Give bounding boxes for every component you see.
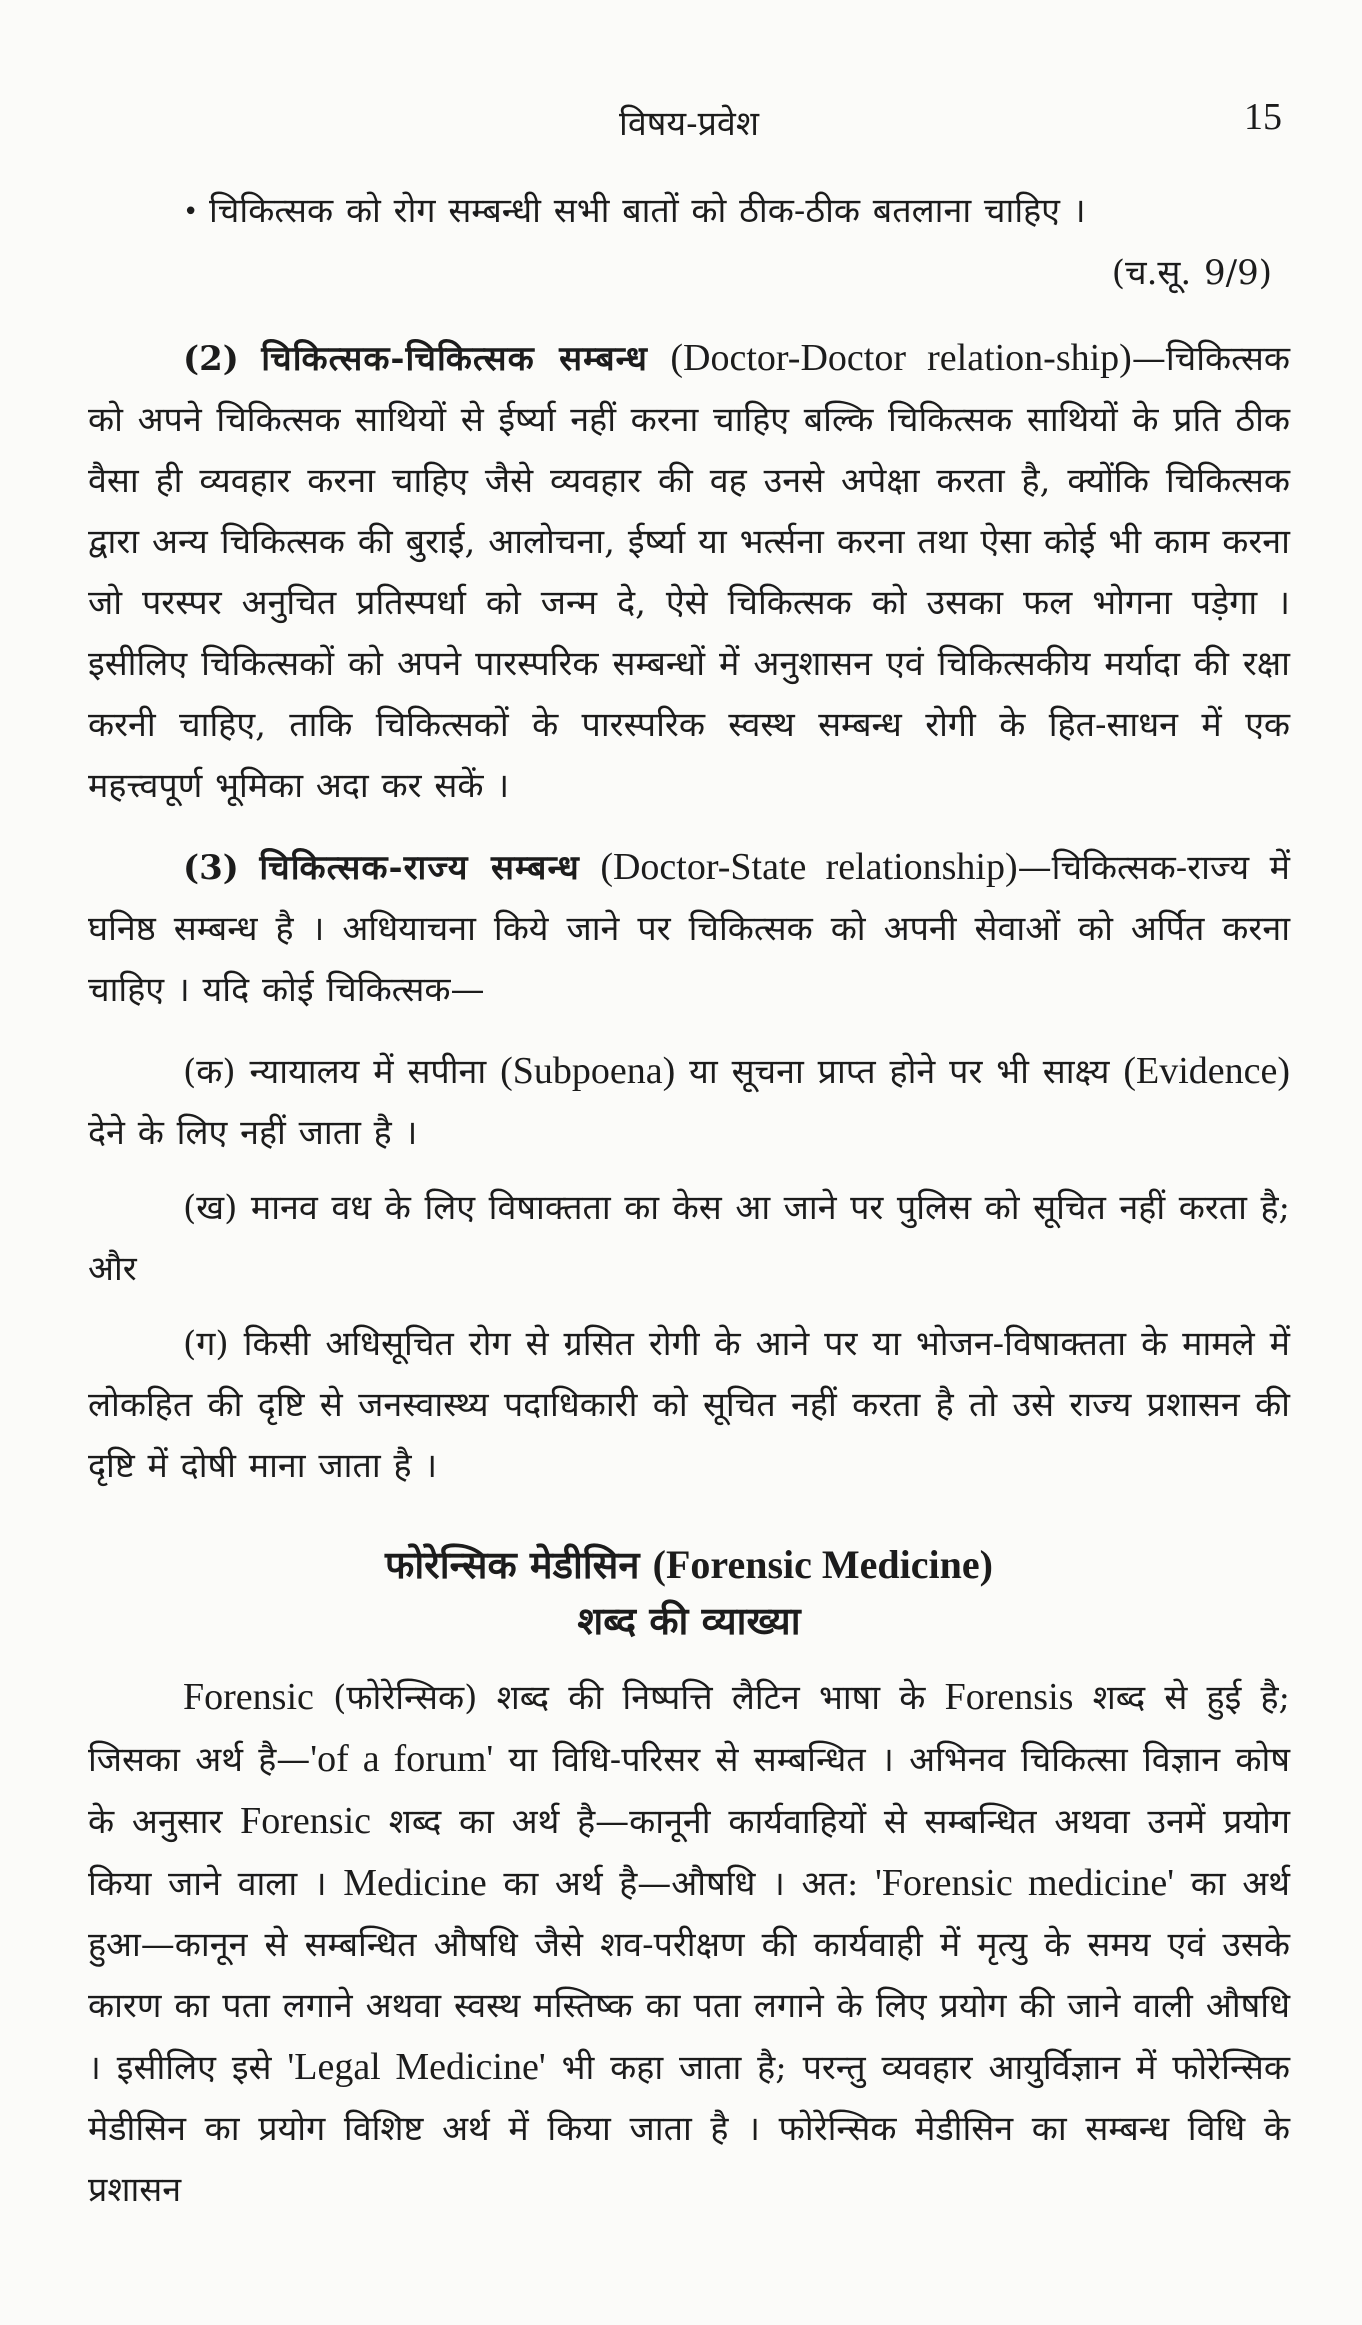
english-term: 'Legal Medicine' bbox=[287, 2046, 546, 2088]
section-number: (2) bbox=[183, 339, 239, 379]
section-number: (3) bbox=[183, 848, 239, 888]
section-title-hindi: फोरेन्सिक मेडीसिन bbox=[385, 1542, 640, 1587]
page-number: 15 bbox=[1244, 96, 1282, 138]
section-title bbox=[88, 1537, 1290, 1593]
list-label: (ग) bbox=[183, 1324, 229, 1364]
bullet-text: चिकित्सक को रोग सम्बन्धी सभी बातों को ठीक-ठीक बतलाना चाहिए । bbox=[209, 191, 1086, 231]
paragraph-text: या विधि-परिसर से सम्बन्धित । अभिनव चिकित्सा विज्ञान कोष के अनुसार bbox=[88, 1740, 1290, 1842]
english-term: Forensic bbox=[240, 1800, 372, 1842]
forensic-paragraph bbox=[88, 1667, 1290, 2221]
bullet-icon: • bbox=[183, 197, 199, 227]
english-term: (Subpoena) bbox=[500, 1050, 676, 1092]
english-term: Forensis bbox=[944, 1676, 1074, 1718]
running-title: विषय-प्रवेश bbox=[619, 104, 759, 144]
list-label: (क) bbox=[183, 1052, 236, 1092]
english-term: 'of a forum' bbox=[310, 1738, 494, 1780]
section-doctor-state bbox=[88, 837, 1290, 1021]
english-term: Medicine bbox=[343, 1862, 487, 1904]
paragraph-text: का अर्थ हुआ—कानून से सम्बन्धित औषधि जैसे शव-परीक्षण की कार्यवाही में मृत्यु के समय एवं उसके कारण का पता लगाने अथवा स्वस्थ मस्तिष्क का पता लगाने के लिए प्रयोग की जाने वाली औषधि । इसीलिए इसे bbox=[88, 1864, 1290, 2088]
section-subtitle: शब्द की व्याख्या bbox=[577, 1598, 801, 1643]
paragraph-text: शब्द से हुई है; जिसका अर्थ है— bbox=[88, 1678, 1291, 1780]
list-text: देने के लिए नहीं जाता है । bbox=[88, 1113, 418, 1153]
section-doctor-doctor bbox=[88, 328, 1290, 817]
english-term: (Evidence) bbox=[1123, 1050, 1291, 1092]
list-text: किसी अधिसूचित रोग से ग्रसित रोगी के आने पर या भोजन-विषाक्तता के मामले में लोकहित की दृष्टि से जनस्वास्थ्य पदाधिकारी को सूचित नहीं करता है तो उसे राज्य प्रशासन की दृष्टि में दोषी माना जाता है । bbox=[88, 1324, 1290, 1486]
bullet-point bbox=[88, 181, 1290, 243]
citation: (च.सू. 9/9) bbox=[1111, 253, 1272, 293]
list-text: या सूचना प्राप्त होने पर भी साक्ष्य bbox=[689, 1052, 1110, 1092]
section-title-english: (Forensic Medicine) bbox=[652, 1542, 993, 1587]
english-term: 'Forensic medicine' bbox=[874, 1862, 1175, 1904]
paragraph-text: शब्द का अर्थ है—कानूनी कार्यवाहियों से सम्बन्धित अथवा उनमें प्रयोग किया जाने वाला । bbox=[88, 1802, 1290, 1904]
section-heading: चिकित्सक-राज्य सम्बन्ध bbox=[259, 848, 580, 888]
english-term: Forensic bbox=[183, 1676, 314, 1718]
paragraph-text: का अर्थ है—औषधि । अत: bbox=[486, 1864, 875, 1904]
list-item-kha bbox=[88, 1178, 1290, 1300]
list-text: न्यायालय में सपीना bbox=[249, 1052, 487, 1092]
list-item-ka bbox=[88, 1041, 1290, 1164]
section-english-term: (Doctor-State relationship) bbox=[600, 846, 1018, 888]
section-body: —चिकित्सक को अपने चिकित्सक साथियों से ईर्ष्या नहीं करना चाहिए बल्कि चिकित्सक साथियों के प्रति ठीक वैसा ही व्यवहार करना चाहिए जैसे व्यवहार की वह उनसे अपेक्षा करता है, क्योंकि चिकित्सक द्वारा अन्य चिकित्सक की बुराई, आलोचना, ईर्ष्या या भर्त्सना करना तथा ऐसा कोई भी काम करना जो परस्पर अनुचित प्रतिस्पर्धा को जन्म दे, ऐसे चिकित्सक को उसका फल भोगना पड़ेगा । इसीलिए चिकित्सकों को अपने पारस्परिक सम्बन्धों में अनुशासन एवं चिकित्सकीय मर्यादा की रक्षा करनी चाहिए, ताकि चिकित्सकों के पारस्परिक स्वस्थ सम्बन्ध रोगी के हित-साधन में एक महत्त्वपूर्ण भूमिका अदा कर सकें । bbox=[88, 339, 1290, 806]
list-label: (ख) bbox=[183, 1188, 238, 1228]
section-english-term: (Doctor-Doctor relation-ship) bbox=[670, 337, 1132, 379]
paragraph-text: भी कहा जाता है; परन्तु व्यवहार आयुर्विज्ञान में फोरेन्सिक मेडीसिन का प्रयोग विशिष्ट अर्थ में किया जाता है । फोरेन्सिक मेडीसिन का सम्बन्ध विधि के प्रशासन bbox=[88, 2048, 1290, 2210]
paragraph-text: (फोरेन्सिक) शब्द की निष्पत्ति लैटिन भाषा के bbox=[313, 1678, 945, 1718]
section-heading: चिकित्सक-चिकित्सक सम्बन्ध bbox=[261, 339, 648, 379]
section-body: —चिकित्सक-राज्य में घनिष्ठ सम्बन्ध है । अधियाचना किये जाने पर चिकित्सक को अपनी सेवाओं को अर्पित करना चाहिए । यदि कोई चिकित्सक— bbox=[88, 848, 1290, 1010]
list-text: मानव वध के लिए विषाक्तता का केस आ जाने पर पुलिस को सूचित नहीं करता है; और bbox=[88, 1188, 1291, 1289]
list-item-ga bbox=[88, 1314, 1290, 1497]
running-head bbox=[88, 95, 1290, 155]
